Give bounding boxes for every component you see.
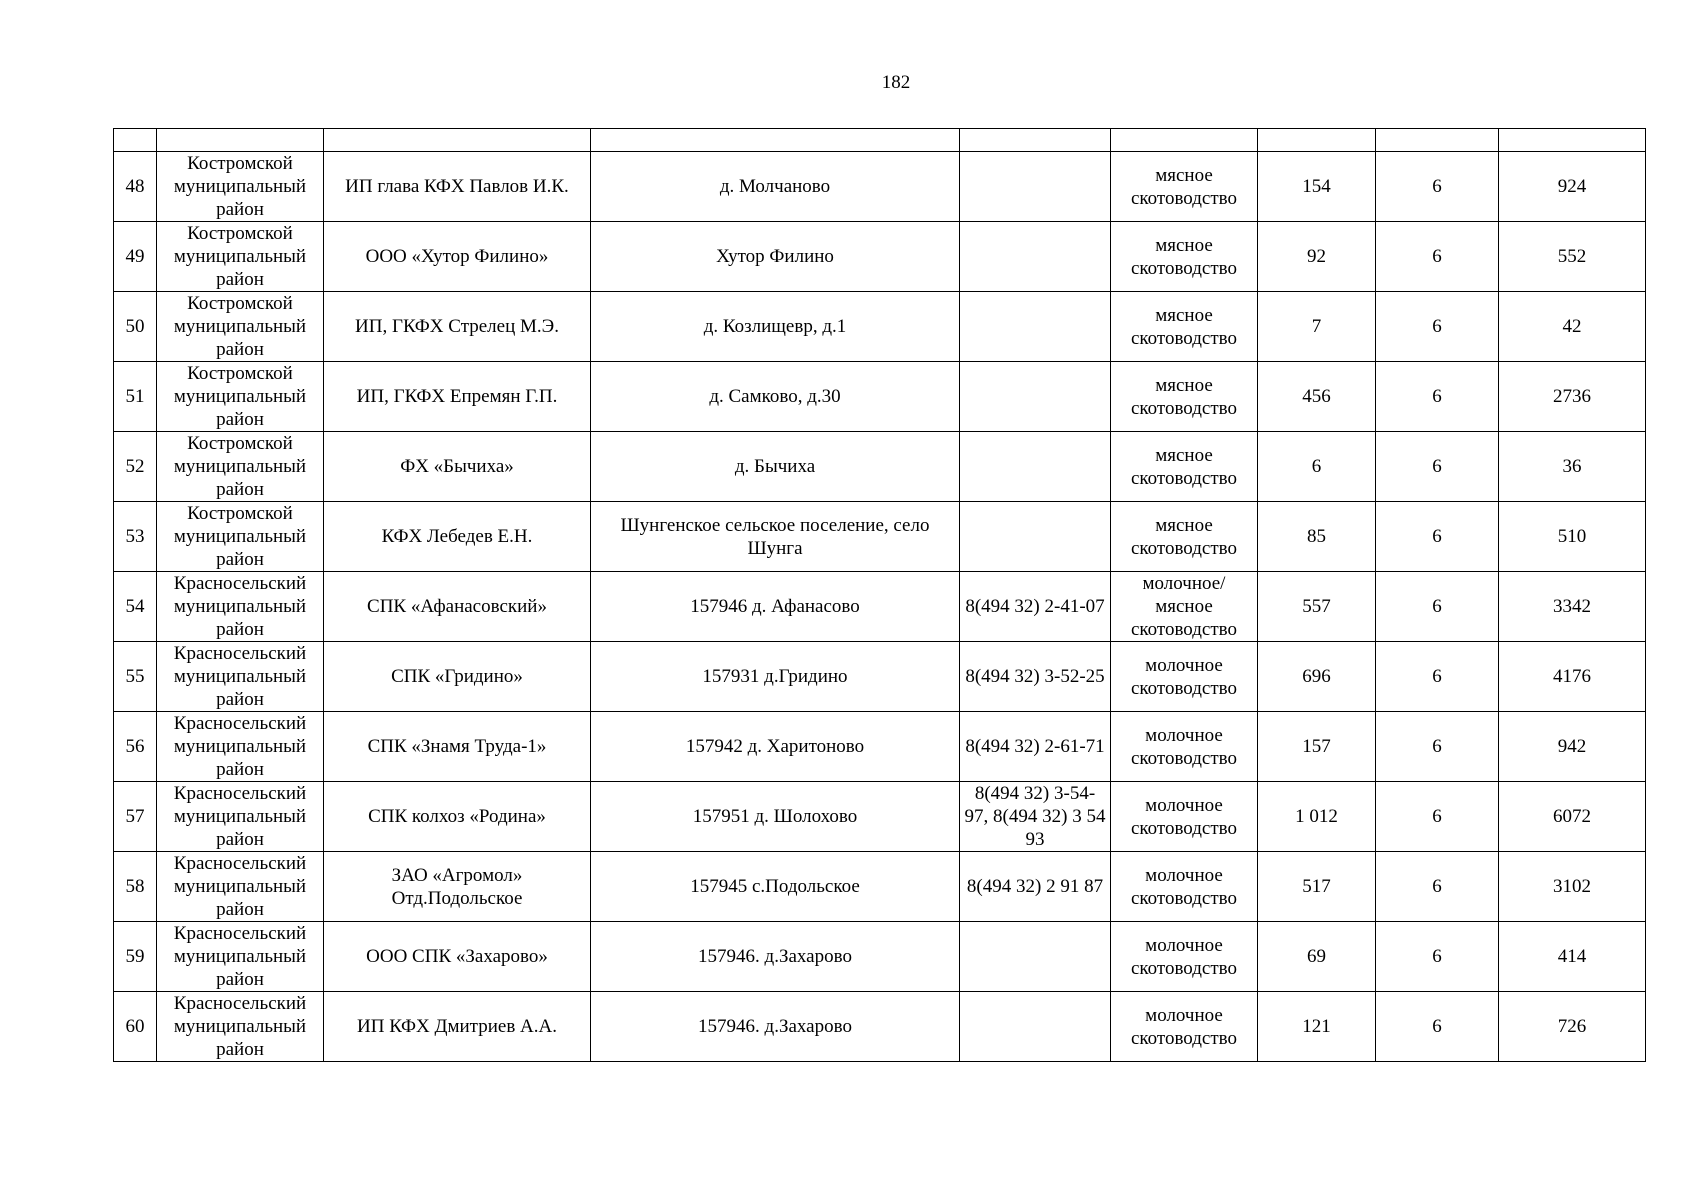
activity-cell: молочное скотоводство bbox=[1111, 642, 1258, 712]
livestock-count-cell: 456 bbox=[1258, 362, 1376, 432]
total-cell: 942 bbox=[1499, 712, 1646, 782]
district-cell: Костромской муниципальный район bbox=[157, 222, 324, 292]
table-row bbox=[114, 292, 1646, 362]
header-cell bbox=[591, 129, 960, 152]
header-cell bbox=[114, 129, 157, 152]
coefficient-cell: 6 bbox=[1376, 712, 1499, 782]
district-cell: Красносельский муниципальный район bbox=[157, 852, 324, 922]
address-cell: д. Бычиха bbox=[591, 432, 960, 502]
coefficient-cell: 6 bbox=[1376, 922, 1499, 992]
activity-cell: мясное скотоводство bbox=[1111, 292, 1258, 362]
coefficient-cell: 6 bbox=[1376, 992, 1499, 1062]
activity-cell: молочное скотоводство bbox=[1111, 992, 1258, 1062]
phone-cell bbox=[960, 502, 1111, 572]
district-cell: Костромской муниципальный район bbox=[157, 362, 324, 432]
livestock-count-cell: 6 bbox=[1258, 432, 1376, 502]
table-row bbox=[114, 852, 1646, 922]
activity-cell: мясное скотоводство bbox=[1111, 362, 1258, 432]
coefficient-cell: 6 bbox=[1376, 222, 1499, 292]
phone-cell bbox=[960, 432, 1111, 502]
livestock-count-cell: 154 bbox=[1258, 152, 1376, 222]
address-cell: 157946 д. Афанасово bbox=[591, 572, 960, 642]
organization-name-cell: ФХ «Бычиха» bbox=[324, 432, 591, 502]
activity-cell: молочное скотоводство bbox=[1111, 852, 1258, 922]
phone-cell: 8(494 32) 3-54-97, 8(494 32) 3 54 93 bbox=[960, 782, 1111, 852]
livestock-count-cell: 85 bbox=[1258, 502, 1376, 572]
district-cell: Костромской муниципальный район bbox=[157, 152, 324, 222]
phone-cell bbox=[960, 222, 1111, 292]
livestock-count-cell: 1 012 bbox=[1258, 782, 1376, 852]
total-cell: 414 bbox=[1499, 922, 1646, 992]
total-cell: 552 bbox=[1499, 222, 1646, 292]
header-cell bbox=[157, 129, 324, 152]
organization-name-cell: ИП КФХ Дмитриев А.А. bbox=[324, 992, 591, 1062]
total-cell: 3342 bbox=[1499, 572, 1646, 642]
table-row bbox=[114, 572, 1646, 642]
organization-name-cell: СПК «Гридино» bbox=[324, 642, 591, 712]
address-cell: Шунгенское сельское поселение, село Шунга bbox=[591, 502, 960, 572]
table-row bbox=[114, 992, 1646, 1062]
activity-cell: мясное скотоводство bbox=[1111, 222, 1258, 292]
total-cell: 42 bbox=[1499, 292, 1646, 362]
livestock-count-cell: 7 bbox=[1258, 292, 1376, 362]
address-cell: 157951 д. Шолохово bbox=[591, 782, 960, 852]
district-cell: Красносельский муниципальный район bbox=[157, 572, 324, 642]
table-row bbox=[114, 922, 1646, 992]
total-cell: 6072 bbox=[1499, 782, 1646, 852]
table-row bbox=[114, 782, 1646, 852]
coefficient-cell: 6 bbox=[1376, 362, 1499, 432]
address-cell: 157931 д.Гридино bbox=[591, 642, 960, 712]
row-number-cell: 58 bbox=[114, 852, 157, 922]
header-cell bbox=[1111, 129, 1258, 152]
row-number-cell: 59 bbox=[114, 922, 157, 992]
activity-cell: мясное скотоводство bbox=[1111, 432, 1258, 502]
phone-cell: 8(494 32) 2 91 87 bbox=[960, 852, 1111, 922]
phone-cell bbox=[960, 292, 1111, 362]
organization-name-cell: СПК «Афанасовский» bbox=[324, 572, 591, 642]
total-cell: 924 bbox=[1499, 152, 1646, 222]
table-row bbox=[114, 152, 1646, 222]
phone-cell bbox=[960, 152, 1111, 222]
header-cell bbox=[1258, 129, 1376, 152]
table-row bbox=[114, 432, 1646, 502]
row-number-cell: 53 bbox=[114, 502, 157, 572]
row-number-cell: 55 bbox=[114, 642, 157, 712]
organization-name-cell: ИП, ГКФХ Епремян Г.П. bbox=[324, 362, 591, 432]
organization-name-cell: ООО «Хутор Филино» bbox=[324, 222, 591, 292]
row-number-cell: 54 bbox=[114, 572, 157, 642]
district-cell: Красносельский муниципальный район bbox=[157, 642, 324, 712]
activity-cell: молочное/ мясное скотоводство bbox=[1111, 572, 1258, 642]
table-row bbox=[114, 502, 1646, 572]
organization-name-cell: ЗАО «Агромол» Отд.Подольское bbox=[324, 852, 591, 922]
page-number: 182 bbox=[881, 72, 911, 93]
phone-cell: 8(494 32) 3-52-25 bbox=[960, 642, 1111, 712]
district-cell: Костромской муниципальный район bbox=[157, 502, 324, 572]
table-row bbox=[114, 222, 1646, 292]
address-cell: 157942 д. Харитоново bbox=[591, 712, 960, 782]
address-cell: д. Самково, д.30 bbox=[591, 362, 960, 432]
total-cell: 3102 bbox=[1499, 852, 1646, 922]
table-header-row bbox=[114, 129, 1646, 152]
phone-cell bbox=[960, 362, 1111, 432]
row-number-cell: 51 bbox=[114, 362, 157, 432]
address-cell: 157946. д.Захарово bbox=[591, 992, 960, 1062]
district-cell: Красносельский муниципальный район bbox=[157, 992, 324, 1062]
livestock-count-cell: 696 bbox=[1258, 642, 1376, 712]
total-cell: 510 bbox=[1499, 502, 1646, 572]
livestock-count-cell: 92 bbox=[1258, 222, 1376, 292]
address-cell: д. Молчаново bbox=[591, 152, 960, 222]
total-cell: 36 bbox=[1499, 432, 1646, 502]
livestock-count-cell: 121 bbox=[1258, 992, 1376, 1062]
table-row bbox=[114, 362, 1646, 432]
row-number-cell: 48 bbox=[114, 152, 157, 222]
activity-cell: молочное скотоводство bbox=[1111, 922, 1258, 992]
phone-cell bbox=[960, 992, 1111, 1062]
row-number-cell: 50 bbox=[114, 292, 157, 362]
coefficient-cell: 6 bbox=[1376, 292, 1499, 362]
district-cell: Красносельский муниципальный район bbox=[157, 922, 324, 992]
address-cell: 157946. д.Захарово bbox=[591, 922, 960, 992]
coefficient-cell: 6 bbox=[1376, 572, 1499, 642]
total-cell: 726 bbox=[1499, 992, 1646, 1062]
coefficient-cell: 6 bbox=[1376, 782, 1499, 852]
activity-cell: молочное скотоводство bbox=[1111, 782, 1258, 852]
coefficient-cell: 6 bbox=[1376, 502, 1499, 572]
organization-name-cell: КФХ Лебедев Е.Н. bbox=[324, 502, 591, 572]
activity-cell: мясное скотоводство bbox=[1111, 152, 1258, 222]
table-row bbox=[114, 642, 1646, 712]
row-number-cell: 52 bbox=[114, 432, 157, 502]
coefficient-cell: 6 bbox=[1376, 852, 1499, 922]
row-number-cell: 49 bbox=[114, 222, 157, 292]
row-number-cell: 60 bbox=[114, 992, 157, 1062]
phone-cell bbox=[960, 922, 1111, 992]
header-cell bbox=[1376, 129, 1499, 152]
district-cell: Костромской муниципальный район bbox=[157, 432, 324, 502]
organization-name-cell: ИП, ГКФХ Стрелец М.Э. bbox=[324, 292, 591, 362]
coefficient-cell: 6 bbox=[1376, 432, 1499, 502]
address-cell: д. Козлищевр, д.1 bbox=[591, 292, 960, 362]
organization-name-cell: ИП глава КФХ Павлов И.К. bbox=[324, 152, 591, 222]
table-row bbox=[114, 712, 1646, 782]
header-cell bbox=[1499, 129, 1646, 152]
phone-cell: 8(494 32) 2-41-07 bbox=[960, 572, 1111, 642]
farms-table bbox=[113, 128, 1646, 1062]
header-cell bbox=[960, 129, 1111, 152]
coefficient-cell: 6 bbox=[1376, 642, 1499, 712]
address-cell: 157945 с.Подольское bbox=[591, 852, 960, 922]
address-cell: Хутор Филино bbox=[591, 222, 960, 292]
total-cell: 2736 bbox=[1499, 362, 1646, 432]
livestock-count-cell: 557 bbox=[1258, 572, 1376, 642]
activity-cell: молочное скотоводство bbox=[1111, 712, 1258, 782]
livestock-count-cell: 517 bbox=[1258, 852, 1376, 922]
total-cell: 4176 bbox=[1499, 642, 1646, 712]
livestock-count-cell: 69 bbox=[1258, 922, 1376, 992]
livestock-count-cell: 157 bbox=[1258, 712, 1376, 782]
row-number-cell: 57 bbox=[114, 782, 157, 852]
activity-cell: мясное скотоводство bbox=[1111, 502, 1258, 572]
row-number-cell: 56 bbox=[114, 712, 157, 782]
district-cell: Костромской муниципальный район bbox=[157, 292, 324, 362]
district-cell: Красносельский муниципальный район bbox=[157, 712, 324, 782]
district-cell: Красносельский муниципальный район bbox=[157, 782, 324, 852]
coefficient-cell: 6 bbox=[1376, 152, 1499, 222]
organization-name-cell: ООО СПК «Захарово» bbox=[324, 922, 591, 992]
phone-cell: 8(494 32) 2-61-71 bbox=[960, 712, 1111, 782]
header-cell bbox=[324, 129, 591, 152]
organization-name-cell: СПК колхоз «Родина» bbox=[324, 782, 591, 852]
organization-name-cell: СПК «Знамя Труда-1» bbox=[324, 712, 591, 782]
